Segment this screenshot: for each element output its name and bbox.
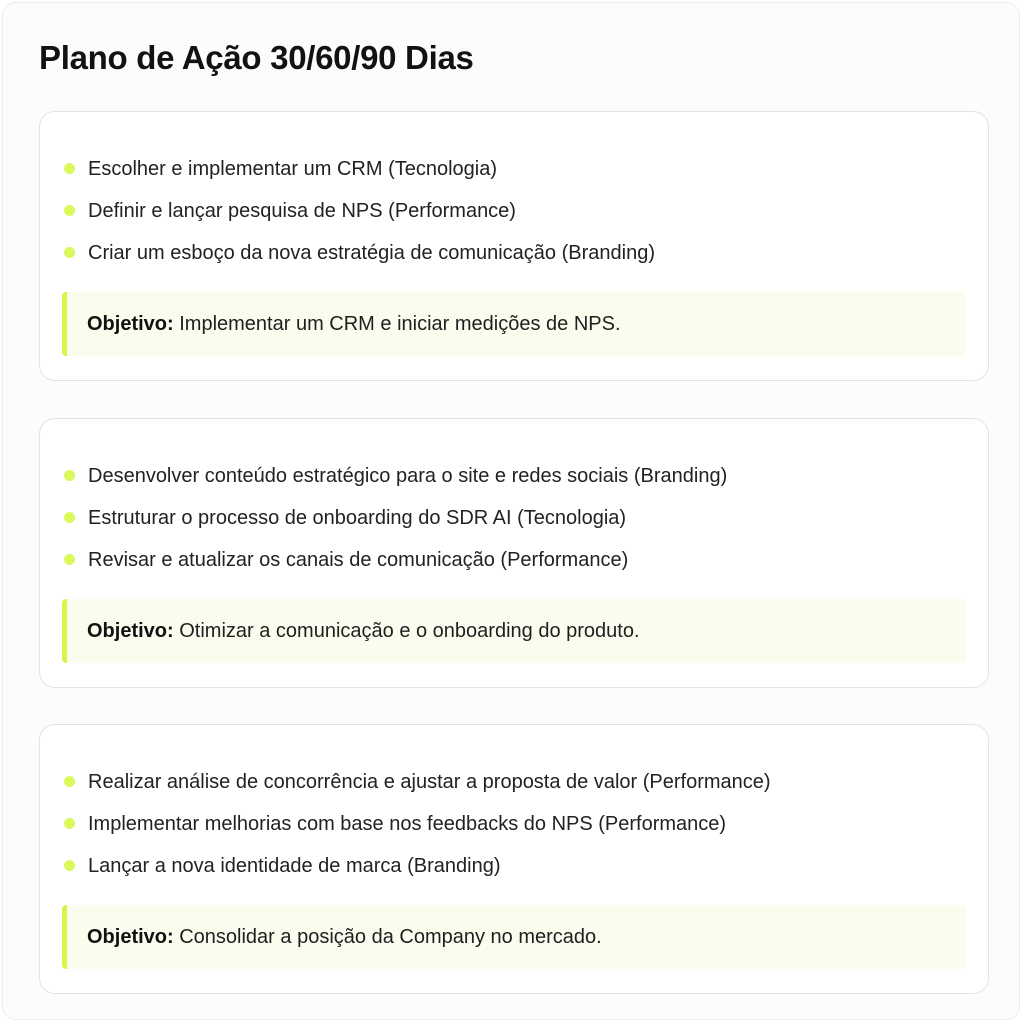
task-item xyxy=(64,545,727,587)
task-text: Desenvolver conteúdo estratégico para o site e redes sociais (Branding) xyxy=(88,465,728,487)
task-text: Criar um esboço da nova estratégia de comunicação (Branding) xyxy=(88,242,655,264)
bullet-dot-icon xyxy=(64,163,75,174)
bullet-dot-icon xyxy=(64,860,75,871)
task-text: Revisar e atualizar os canais de comunicação (Performance) xyxy=(88,549,629,571)
task-text: Escolher e implementar um CRM (Tecnologia) xyxy=(88,158,498,180)
task-item xyxy=(64,503,727,545)
task-item xyxy=(64,196,655,238)
plan-card-2 xyxy=(39,418,989,688)
task-item xyxy=(64,851,771,893)
objective-box xyxy=(62,292,966,356)
task-list xyxy=(64,461,727,587)
task-list xyxy=(64,154,655,280)
objective-label: Objetivo: xyxy=(87,313,174,335)
task-item xyxy=(64,809,771,851)
objective-box xyxy=(62,905,966,969)
objective-text: Otimizar a comunicação e o onboarding do produto. xyxy=(179,620,640,642)
task-item xyxy=(64,767,771,809)
bullet-dot-icon xyxy=(64,512,75,523)
objective-label: Objetivo: xyxy=(87,926,174,948)
bullet-dot-icon xyxy=(64,818,75,829)
objective-label: Objetivo: xyxy=(87,620,174,642)
objective-text: Implementar um CRM e iniciar medições de NPS. xyxy=(179,313,621,335)
task-item xyxy=(64,154,655,196)
bullet-dot-icon xyxy=(64,205,75,216)
objective-box xyxy=(62,599,966,663)
page-title: Plano de Ação 30/60/90 Dias xyxy=(39,39,474,76)
bullet-dot-icon xyxy=(64,776,75,787)
task-text: Realizar análise de concorrência e ajustar a proposta de valor (Performance) xyxy=(88,771,771,793)
plan-card-3 xyxy=(39,724,989,994)
task-list xyxy=(64,767,771,893)
bullet-dot-icon xyxy=(64,554,75,565)
objective-text: Consolidar a posição da Company no mercado. xyxy=(179,926,602,948)
task-text: Lançar a nova identidade de marca (Branding) xyxy=(88,855,501,877)
bullet-dot-icon xyxy=(64,470,75,481)
bullet-dot-icon xyxy=(64,247,75,258)
task-text: Estruturar o processo de onboarding do SDR AI (Tecnologia) xyxy=(88,507,627,529)
plan-card-1 xyxy=(39,111,989,381)
task-text: Definir e lançar pesquisa de NPS (Performance) xyxy=(88,200,516,222)
task-item xyxy=(64,461,727,503)
task-item xyxy=(64,238,655,280)
action-plan-page xyxy=(2,2,1020,1020)
task-text: Implementar melhorias com base nos feedbacks do NPS (Performance) xyxy=(88,813,727,835)
